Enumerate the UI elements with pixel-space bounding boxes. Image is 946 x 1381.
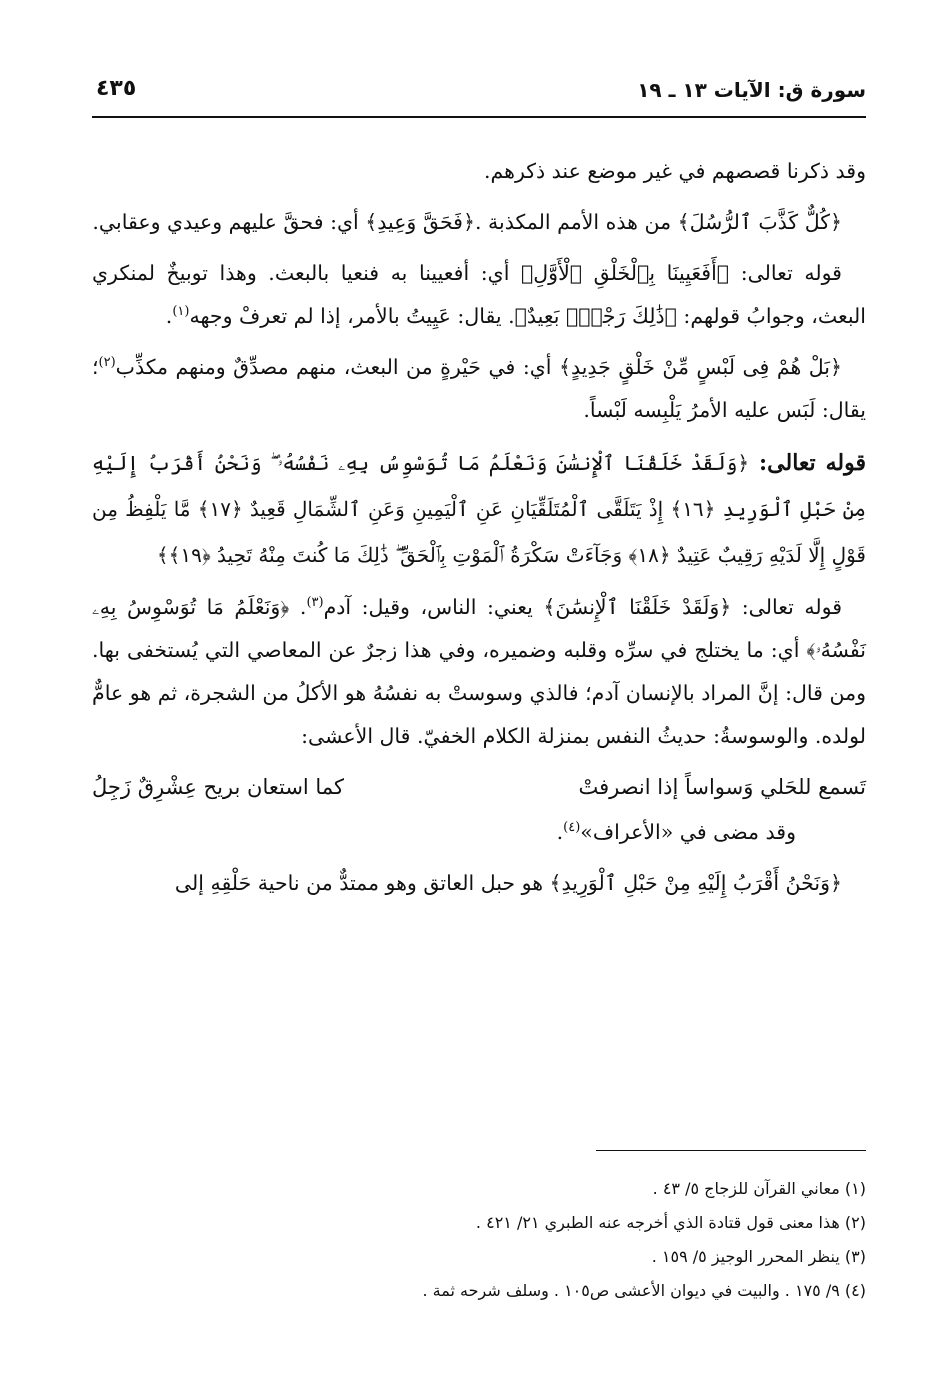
after-poem-text: وقد مضى في «الأعراف» <box>580 820 796 844</box>
poem-second-hemistich: كما استعان بريح عِشْرِقٌ زَجِلُ <box>92 775 344 799</box>
quran-verses-block <box>92 440 866 578</box>
footnote-ref-3: (٣) <box>306 595 324 611</box>
poem-first-hemistich: تَسمع للحَلي وَسواساً إذا انصرفتْ <box>578 775 866 799</box>
paragraph-3 <box>92 252 866 338</box>
header-title: سورة ق: الآيات ١٣ ـ ١٩ <box>637 78 866 102</box>
paragraph-2: ﴿كُلٌّ كَذَّبَ ٱلرُّسُلَ﴾ من هذه الأمم المكذبة .﴿فَحَقَّ وَعِيدِ﴾ أي: فحقَّ عليهم وعيدي وعقابي. <box>92 210 842 234</box>
footnote-ref-1: (١) <box>172 304 190 320</box>
poem-verse <box>92 766 866 809</box>
paragraph-5-b: . ﴿وَنَعْلَمُ مَا تُوَسْوِسُ بِهِۦ نَفْسُهُۥ﴾ أي: ما يختلج في سرِّه وقلبه وضميره، وفي هذا زجرٌ عن المعاصي التي يُستخفى بها. ومن قال: إنَّ المراد بالإنسان آدم؛ فالذي وسوستْ به نفسُهُ هو الأكلُ من الشجرة، ثم هو عامٌّ لولده. والوسوسةُ: حديثُ النفس بمنزلة الكلام الخفيّ. قال الأعشى: <box>92 595 866 748</box>
paragraph-4-body: ﴿بَلْ هُمْ فِى لَبْسٍ مِّنْ خَلْقٍ جَدِيدٍ﴾ أي: في حَيْرةٍ من البعث، منهم مصدِّقٌ ومنهم مكذِّب <box>115 355 842 379</box>
page-number: ٤٣٥ <box>96 76 137 101</box>
footnote-1: (١) معاني القرآن للزجاج ٥/ ٤٣ . <box>652 1179 866 1198</box>
paragraph-4-end: ؛ يقال: لَبَس عليه الأمرُ يَلْبِسه لَبْساً. <box>92 355 866 422</box>
paragraph-6: ﴿وَنَحْنُ أَقْرَبُ إِلَيْهِ مِنْ حَبْلِ ٱلْوَرِيدِ﴾ هو حبل العاتق وهو ممتدٌّ من ناحية حَلْقِهِ إلى <box>174 871 842 895</box>
footnote-2: (٢) هذا معنى قول قتادة الذي أخرجه عنه الطبري ٢١/ ٤٢١ . <box>475 1213 866 1232</box>
footnote-ref-4: (٤) <box>563 820 581 836</box>
verses-lead: قوله تعالى: <box>749 450 866 476</box>
footnotes <box>300 1172 866 1308</box>
footnote-divider <box>596 1150 866 1151</box>
footnote-3: (٣) ينظر المحرر الوجيز ٥/ ١٥٩ . <box>651 1247 866 1266</box>
paragraph-1: وقد ذكرنا قصصهم في غير موضع عند ذكرهم. <box>483 159 866 183</box>
main-text <box>92 150 866 913</box>
running-header <box>92 72 866 118</box>
after-poem-line <box>92 811 866 854</box>
after-poem-end: . <box>556 820 564 844</box>
footnote-4: (٤) ٩/ ١٧٥ . والبيت في ديوان الأعشى ص١٠٥ . وسلف شرحه ثمة . <box>422 1281 866 1300</box>
footnote-ref-2: (٢) <box>98 355 116 371</box>
paragraph-3-lead: قوله تعالى: <box>729 261 842 285</box>
paragraph-5 <box>92 586 866 758</box>
paragraph-3-end: . <box>165 304 173 328</box>
verses-text: ﴿وَلَقَدْ خَلَقْنَا ٱلْإِنسَٰنَ وَنَعْلَمُ مَا تُوَسْوِسُ بِهِۦ نَفْسُهُۥ ۖ وَنَحْنُ أَقْرَبُ إِلَيْهِ مِنْ حَبْلِ ٱلْوَرِيدِ ﴿١٦﴾ إِذْ يَتَلَقَّى ٱلْمُتَلَقِّيَانِ عَنِ ٱلْيَمِينِ وَعَنِ ٱلشِّمَالِ قَعِيدٌ ﴿١٧﴾ مَّا يَلْفِظُ مِن قَوْلٍ إِلَّا لَدَيْهِ رَقِيبٌ عَتِيدٌ ﴿١٨﴾ وَجَآءَتْ سَكْرَةُ ٱلْمَوْتِ بِٱلْحَقِّ ۖ ذَٰلِكَ مَا كُنتَ مِنْهُ تَحِيدُ ﴿١٩﴾﴾ <box>92 451 867 567</box>
paragraph-3-body: ﴿أَفَعَيِينَا بِٱلْخَلْقِ ٱلْأَوَّلِ﴾ أي: أفعيينا به فنعيا بالبعث. وهذا توبيخٌ لمنكري البعث، وجوابُ قولهم: ﴿ذَٰلِكَ رَجْعٌۢ بَعِيدٌ﴾. يقال: عَيِيتُ بالأمر، إذا لم تعرفْ وجهه <box>92 261 866 328</box>
paragraph-4 <box>92 346 866 432</box>
paragraph-5-a: قوله تعالى: ﴿وَلَقَدْ خَلَقْنَا ٱلْإِنسَٰنَ﴾ يعني: الناس، وقيل: آدم <box>323 595 842 619</box>
